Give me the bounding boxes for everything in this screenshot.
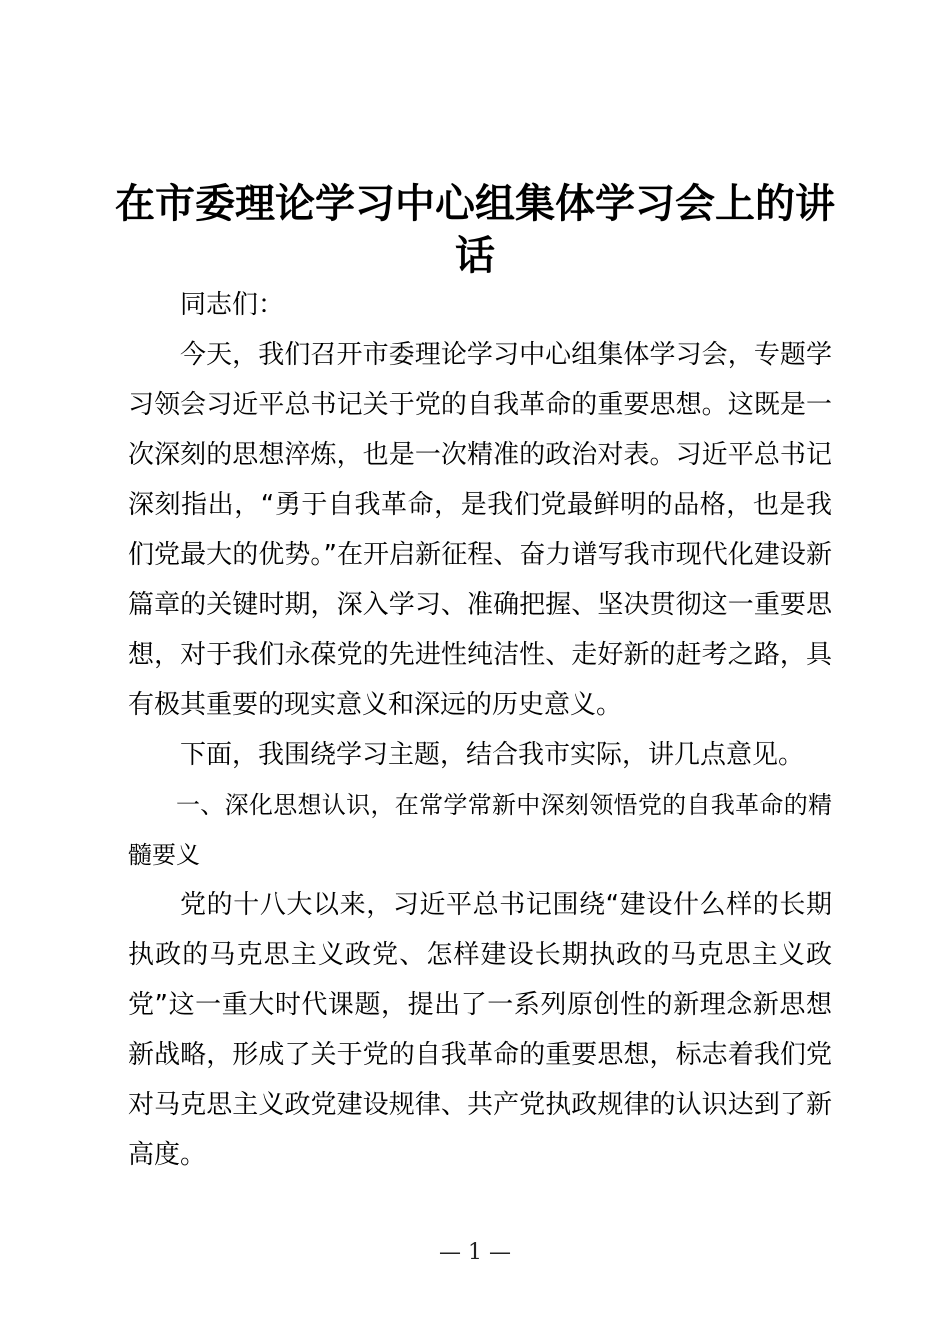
salutation: 同志们： xyxy=(180,290,285,320)
section-heading: 一、深化思想认识，在常学常新中深刻领悟党的自我革命的精髓要义 xyxy=(128,791,832,869)
document-body xyxy=(128,280,832,1180)
paragraph-outline: 下面，我围绕学习主题，结合我市实际，讲几点意见。 xyxy=(180,740,805,770)
document-title: 在市委理论学习中心组集体学习会上的讲话 xyxy=(115,180,835,279)
page-number: — 1 — xyxy=(439,1240,511,1265)
paragraph-intro: 今天，我们召开市委理论学习中心组集体学习会，专题学习领会习近平总书记关于党的自我革命的重要思想。这既是一次深刻的思想淬炼，也是一次精准的政治对表。习近平总书记深刻指出，“勇于自我革命，是我们党最鲜明的品格，也是我们党最大的优势。”在开启新征程、奋力谱写我市现代化建设新篇章的关键时期，深入学习、准确把握、坚决贯彻这一重要思想，对于我们永葆党的先进性纯洁性、走好新的赶考之路，具有极其重要的现实意义和深远的历史意义。 xyxy=(128,340,832,720)
section-paragraph: 党的十八大以来，习近平总书记围绕“建设什么样的长期执政的马克思主义政党、怎样建设长期执政的马克思主义政党”这一重大时代课题，提出了一系列原创性的新理念新思想新战略，形成了关于党的自我革命的重要思想，标志着我们党对马克思主义政党建设规律、共产党执政规律的认识达到了新高度。 xyxy=(128,890,832,1170)
